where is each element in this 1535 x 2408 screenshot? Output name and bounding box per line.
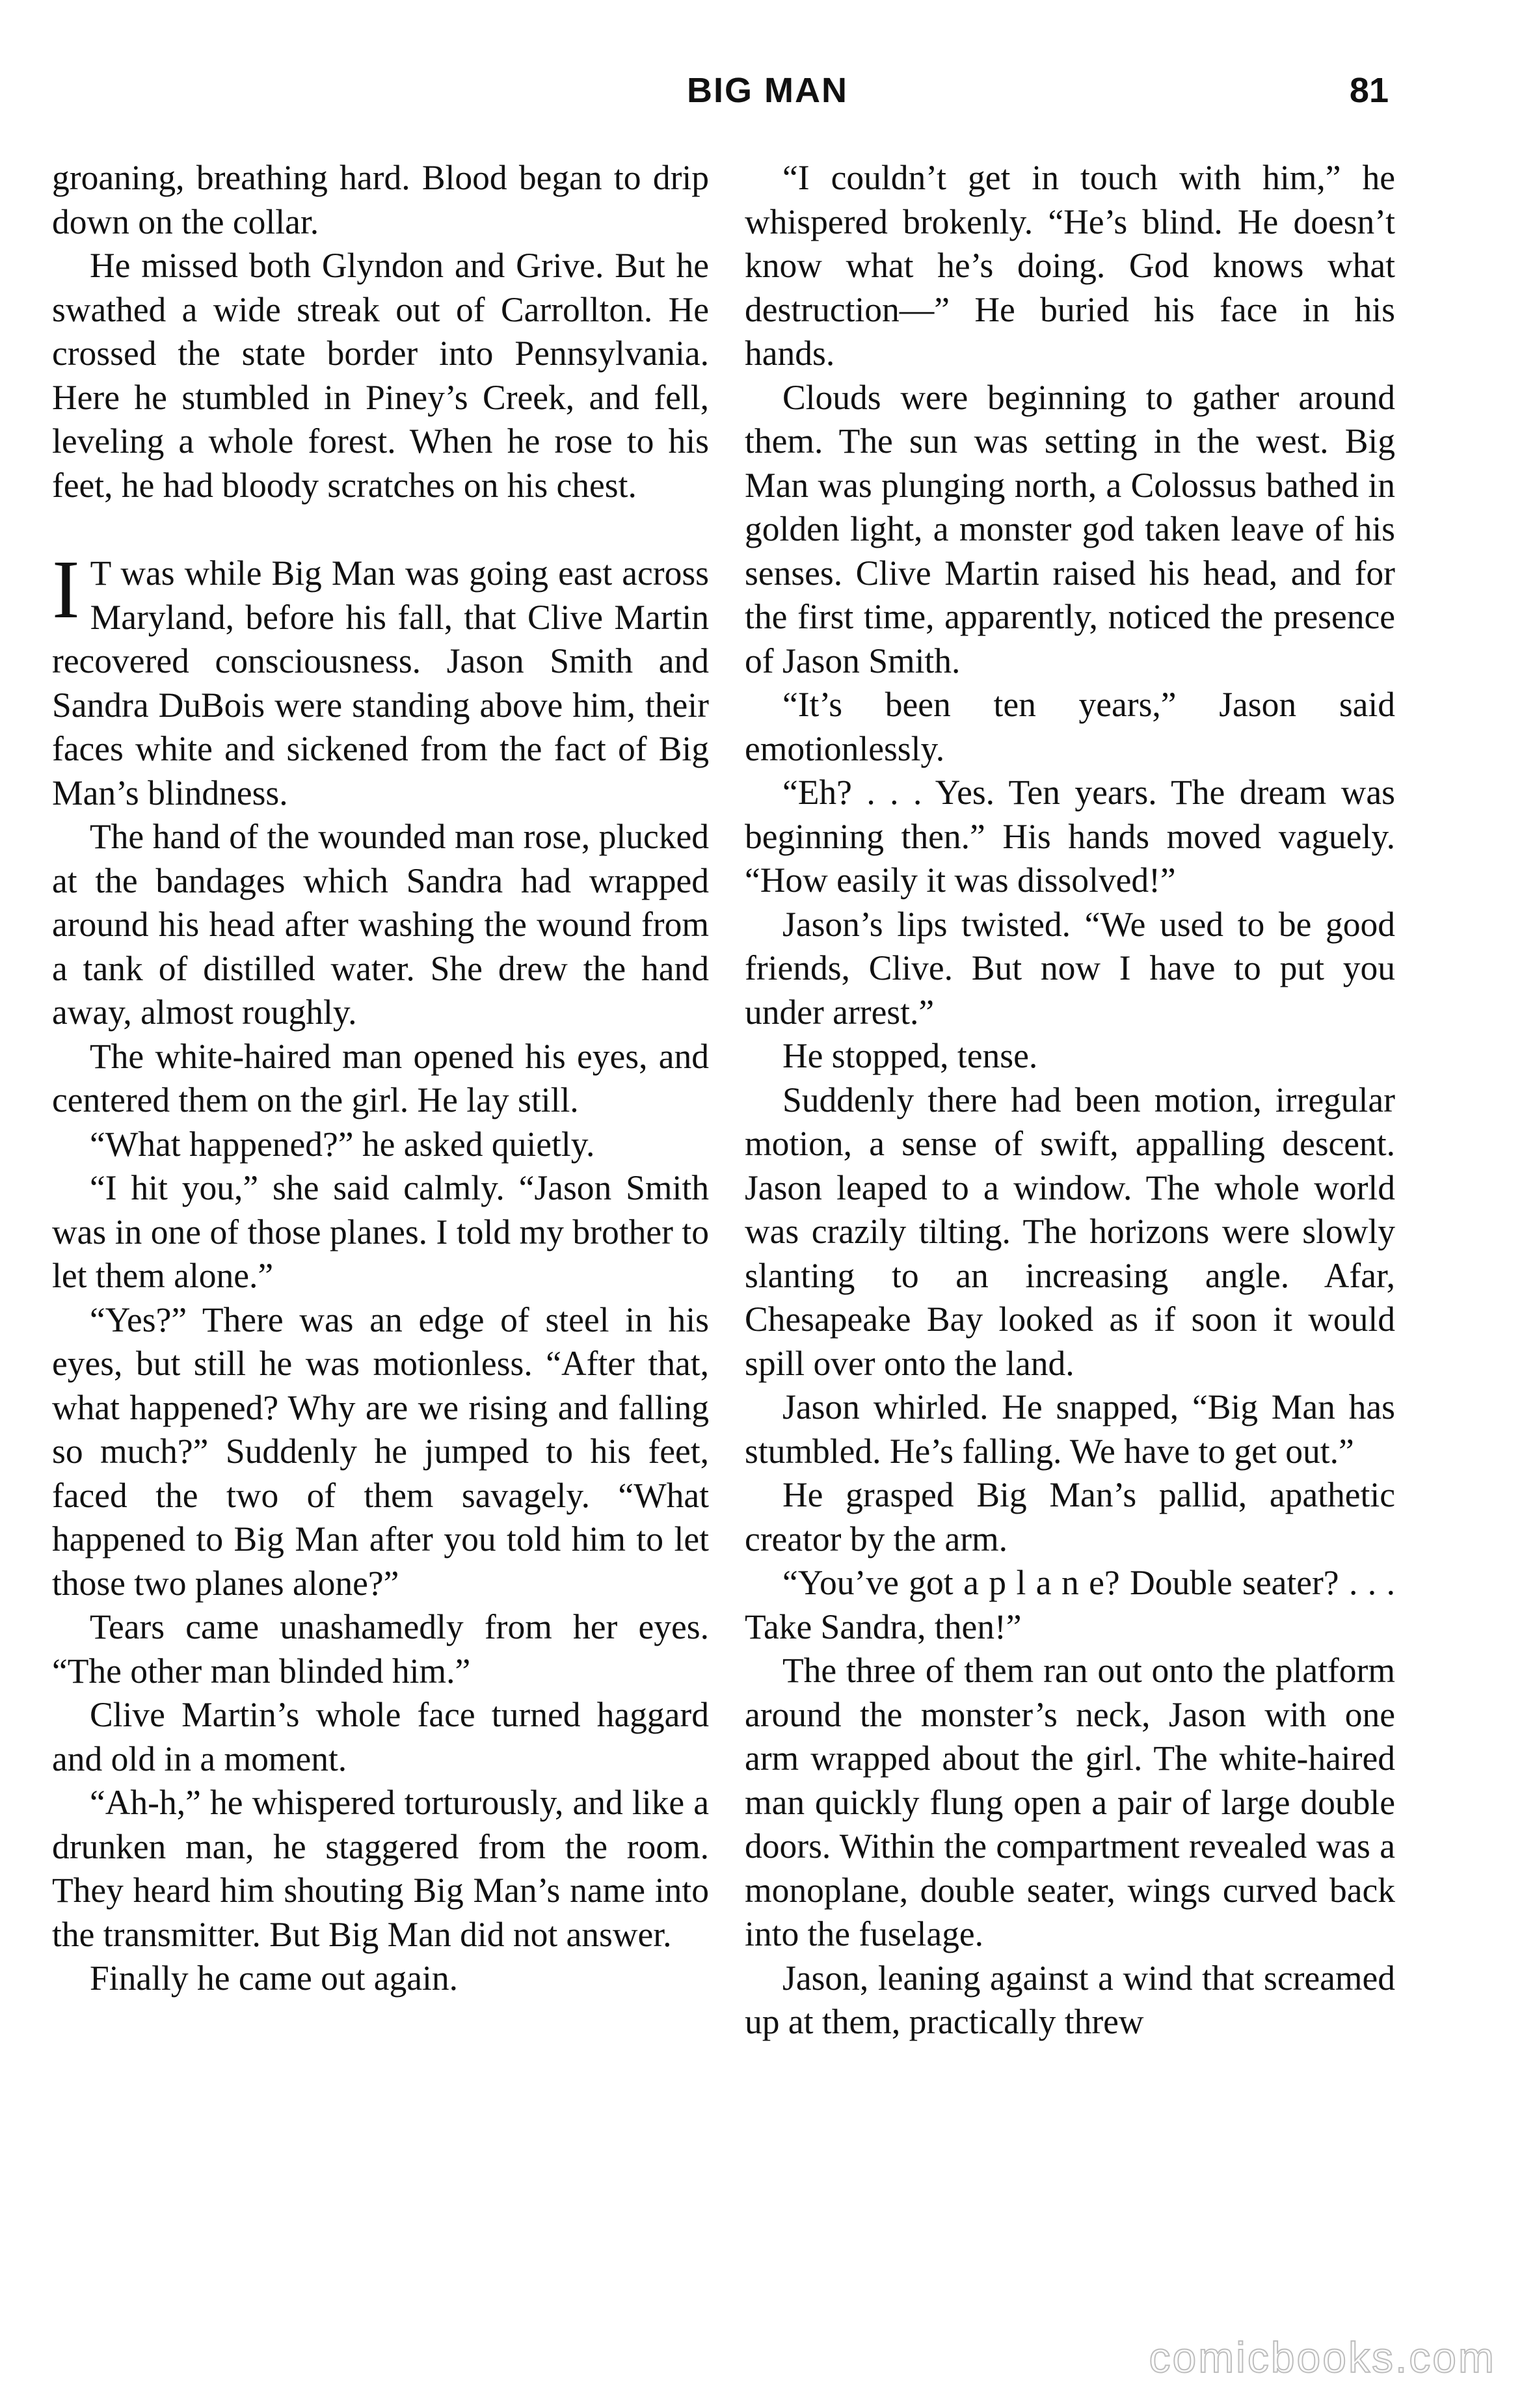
- paragraph: Jason whirled. He snapped, “Big Man has stumbled. He’s falling. We have to get out.”: [745, 1387, 1395, 1471]
- paragraph: Clive Martin’s whole face turned haggard and old in a moment.: [52, 1695, 709, 1778]
- section-opening-paragraph: [52, 543, 709, 815]
- paragraph: “I hit you,” she said calmly. “Jason Smith was in one of those planes. I told my brother to let them alone.”: [52, 1168, 709, 1295]
- paragraph: Jason’s lips twisted. “We used to be good friends, Clive. But now I have to put you under arrest.”: [745, 904, 1395, 1032]
- paragraph: “Ah-h,” he whispered torturously, and like a drunken man, he staggered from the room. They heard him shouting Big Man’s name into the transmitter. But Big Man did not answer.: [52, 1783, 709, 1954]
- paragraph: Suddenly there had been motion, irregular motion, a sense of swift, appalling descent. Jason leaped to a window. The whole world was crazily tilting. The horizons were slowly slanting to an increasing angle. Afar, Chesapeake Bay looked as if soon it would spill over onto the land.: [745, 1080, 1395, 1383]
- paragraph: He stopped, tense.: [782, 1036, 1038, 1075]
- paragraph: He grasped Big Man’s pallid, apathetic creator by the arm.: [745, 1475, 1395, 1559]
- paragraph: groaning, breathing hard. Blood began to drip down on the collar.: [52, 158, 709, 241]
- paragraph: He missed both Glyndon and Grive. But he swathed a wide streak out of Carrollton. He crossed the state border into Pennsylvania. Here he stumbled in Piney’s Creek, and fell, leveling a whole forest. When he rose to his feet, he had bloody scratches on his chest.: [52, 246, 709, 505]
- paragraph: Clouds were beginning to gather around them. The sun was setting in the west. Big Man was plunging north, a Colossus bathed in golden light, a monster god taken leave of his senses. Clive Martin raised his head, and for the first time, apparently, noticed the presence of Jason Smith.: [745, 377, 1395, 680]
- watermark: comicbooks.com: [1149, 2333, 1496, 2381]
- paragraph: “Yes?” There was an edge of steel in his eyes, but still he was motionless. “After that, what happened? Why are we rising and falling so much?” Suddenly he jumped to his feet, faced the two of them savagely. “What happened to Big Man after you told him to let those two planes alone?”: [52, 1300, 709, 1603]
- right-column: [745, 156, 1395, 2044]
- drop-cap: I: [52, 543, 80, 635]
- paragraph: Finally he came out again.: [90, 1959, 459, 1998]
- paragraph: “You’ve got a p l a n e? Double seater? . . . Take Sandra, then!”: [745, 1563, 1395, 1646]
- page-number: 81: [1349, 71, 1389, 110]
- paragraph: “Eh? . . . Yes. Ten years. The dream was beginning then.” His hands moved vaguely. “How easily it was dissolved!”: [745, 773, 1395, 900]
- paragraph: “It’s been ten years,” Jason said emotionlessly.: [745, 685, 1395, 768]
- paragraph: Jason, leaning against a wind that screamed up at them, practically threw: [745, 1958, 1395, 2041]
- section-opening-text: T was while Big Man was going east across Maryland, before his fall, that Clive Martin recovered consciousness. Jason Smith and Sandra DuBois were standing above him, their faces white and sickened from the fact of Big Man’s blindness.: [52, 554, 709, 812]
- paragraph: The three of them ran out onto the platform around the monster’s neck, Jason with one arm wrapped about the girl. The white-haired man quickly flung open a pair of large double doors. Within the compartment revealed was a monoplane, double seater, wings curved back into the fuselage.: [745, 1651, 1395, 1953]
- left-column: [52, 156, 709, 2001]
- paragraph: The hand of the wounded man rose, plucked at the bandages which Sandra had wrapped around his head after washing the wound from a tank of distilled water. She drew the hand away, almost roughly.: [52, 817, 709, 1032]
- paragraph: The white-haired man opened his eyes, and centered them on the girl. He lay still.: [52, 1036, 709, 1119]
- paragraph: Tears came unashamedly from her eyes. “The other man blinded him.”: [52, 1607, 709, 1691]
- running-head: BIG MAN: [687, 71, 848, 110]
- paragraph: “I couldn’t get in touch with him,” he whispered brokenly. “He’s blind. He doesn’t know what he’s doing. God knows what destruction—” He buried his face in his hands.: [745, 158, 1395, 373]
- page-header: [0, 70, 1535, 116]
- paragraph: “What happened?” he asked quietly.: [90, 1124, 595, 1164]
